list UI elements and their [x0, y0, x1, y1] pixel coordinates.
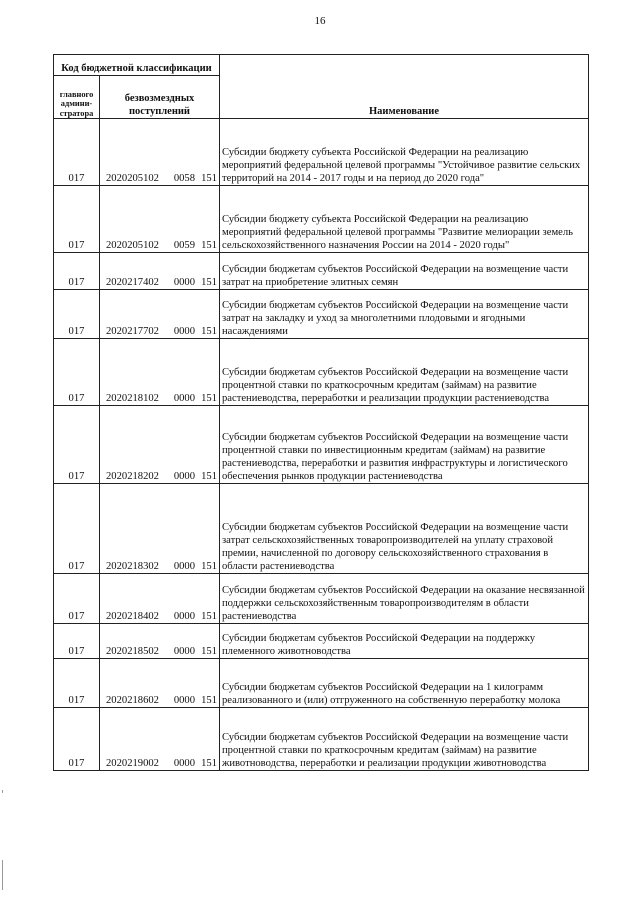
- table-row: [54, 253, 589, 290]
- budget-code-cell: [100, 708, 220, 771]
- name-cell: Субсидии бюджетам субъектов Российской Федерации на оказание несвязанной поддержки сельскохозяйственным товаропроизводителям в области растениеводства: [220, 574, 589, 624]
- budget-code-cell: [100, 339, 220, 406]
- budget-code-program: 0000: [173, 277, 195, 288]
- name-cell: Субсидии бюджету субъекта Российской Федерации на реализацию мероприятий федеральной целевой программы "Развитие мелиорации земель сельскохозяйственного назначения России на 2014 - 2020 годы": [220, 186, 589, 253]
- table-row: [54, 119, 589, 186]
- budget-code-main: 2020219002: [106, 758, 159, 769]
- name-cell: Субсидии бюджету субъекта Российской Федерации на реализацию мероприятий федеральной целевой программы "Устойчивое развитие сельских территорий на 2014 - 2017 годы и на период до 2020 года": [220, 119, 589, 186]
- admin-code-cell: 017: [54, 290, 100, 339]
- admin-code-cell: 017: [54, 484, 100, 574]
- budget-code-kosgu: 151: [201, 277, 217, 288]
- budget-code-kosgu: 151: [201, 471, 217, 482]
- admin-code-cell: 017: [54, 624, 100, 659]
- table-body: [54, 119, 589, 771]
- name-cell: Субсидии бюджетам субъектов Российской Федерации на 1 килограмм реализованного и (или) отгруженного на собственную переработку молока: [220, 659, 589, 708]
- budget-code-program: 0000: [173, 326, 195, 337]
- budget-code-program: 0000: [173, 758, 195, 769]
- budget-code-cell: [100, 290, 220, 339]
- budget-code-program: 0000: [173, 611, 195, 622]
- budget-code-program: 0000: [173, 393, 195, 404]
- budget-code-program: 0000: [173, 695, 195, 706]
- budget-code-program: 0000: [173, 561, 195, 572]
- budget-code-kosgu: 151: [201, 393, 217, 404]
- budget-code-kosgu: 151: [201, 326, 217, 337]
- admin-code-cell: 017: [54, 253, 100, 290]
- table-row: [54, 484, 589, 574]
- budget-code-main: 2020218502: [106, 646, 159, 657]
- budget-code-main: 2020218102: [106, 393, 159, 404]
- budget-code-main: 2020218202: [106, 471, 159, 482]
- table-row: [54, 406, 589, 484]
- budget-code-cell: [100, 484, 220, 574]
- table-row: [54, 186, 589, 253]
- budget-code-cell: [100, 253, 220, 290]
- budget-code-kosgu: 151: [201, 611, 217, 622]
- scan-artifact-mark: [2, 790, 3, 793]
- scan-artifact-mark: [2, 860, 3, 890]
- admin-code-cell: 017: [54, 339, 100, 406]
- name-cell: Субсидии бюджетам субъектов Российской Федерации на возмещение части процентной ставки по краткосрочным кредитам (займам) на развитие животноводства, переработки и реализации продукции животноводства: [220, 708, 589, 771]
- table-row: [54, 659, 589, 708]
- table-row: [54, 574, 589, 624]
- budget-code-cell: [100, 624, 220, 659]
- name-cell: Субсидии бюджетам субъектов Российской Федерации на возмещение части затрат сельскохозяйственных товаропроизводителей на уплату страховой премии, начисленной по договору сельскохозяйственного страхования в области растениеводства: [220, 484, 589, 574]
- table-row: [54, 708, 589, 771]
- admin-code-cell: 017: [54, 708, 100, 771]
- name-cell: Субсидии бюджетам субъектов Российской Федерации на поддержку племенного животноводства: [220, 624, 589, 659]
- budget-classification-table: [53, 54, 589, 771]
- header-budget-classification-code: Код бюджетной классификации: [54, 55, 220, 76]
- name-cell: Субсидии бюджетам субъектов Российской Федерации на возмещение части затрат на закладку и уход за многолетними плодовыми и ягодными насаждениями: [220, 290, 589, 339]
- table-row: [54, 290, 589, 339]
- budget-code-main: 2020218602: [106, 695, 159, 706]
- budget-code-cell: [100, 406, 220, 484]
- header-chief-administrator: главного админи-стратора: [54, 76, 100, 119]
- budget-code-kosgu: 151: [201, 240, 217, 251]
- budget-code-kosgu: 151: [201, 561, 217, 572]
- name-cell: Субсидии бюджетам субъектов Российской Федерации на возмещение части процентной ставки по краткосрочным кредитам (займам) на развитие растениеводства, переработки и реализации продукции растениеводства: [220, 339, 589, 406]
- budget-code-kosgu: 151: [201, 646, 217, 657]
- budget-code-cell: [100, 119, 220, 186]
- budget-code-main: 2020218302: [106, 561, 159, 572]
- budget-code-main: 2020217702: [106, 326, 159, 337]
- budget-code-main: 2020205102: [106, 173, 159, 184]
- header-name: Наименование: [220, 55, 589, 119]
- header-gratuitous-receipts: безвозмездных поступлений: [100, 76, 220, 119]
- page-number: 16: [314, 15, 326, 27]
- budget-code-kosgu: 151: [201, 173, 217, 184]
- admin-code-cell: 017: [54, 119, 100, 186]
- budget-code-program: 0058: [173, 173, 195, 184]
- budget-code-kosgu: 151: [201, 758, 217, 769]
- budget-code-cell: [100, 659, 220, 708]
- budget-code-cell: [100, 574, 220, 624]
- admin-code-cell: 017: [54, 186, 100, 253]
- budget-code-main: 2020205102: [106, 240, 159, 251]
- table-row: [54, 624, 589, 659]
- budget-code-main: 2020217402: [106, 277, 159, 288]
- budget-code-program: 0000: [173, 646, 195, 657]
- admin-code-cell: 017: [54, 574, 100, 624]
- budget-code-cell: [100, 186, 220, 253]
- name-cell: Субсидии бюджетам субъектов Российской Федерации на возмещение части затрат на приобретение элитных семян: [220, 253, 589, 290]
- budget-code-kosgu: 151: [201, 695, 217, 706]
- name-cell: Субсидии бюджетам субъектов Российской Федерации на возмещение части процентной ставки по инвестиционным кредитам (займам) на развитие растениеводства, переработки и развития инфраструктуры и логистического обеспечения рынков продукции растениеводства: [220, 406, 589, 484]
- budget-code-program: 0059: [173, 240, 195, 251]
- admin-code-cell: 017: [54, 659, 100, 708]
- admin-code-cell: 017: [54, 406, 100, 484]
- table-row: [54, 339, 589, 406]
- budget-code-main: 2020218402: [106, 611, 159, 622]
- budget-code-program: 0000: [173, 471, 195, 482]
